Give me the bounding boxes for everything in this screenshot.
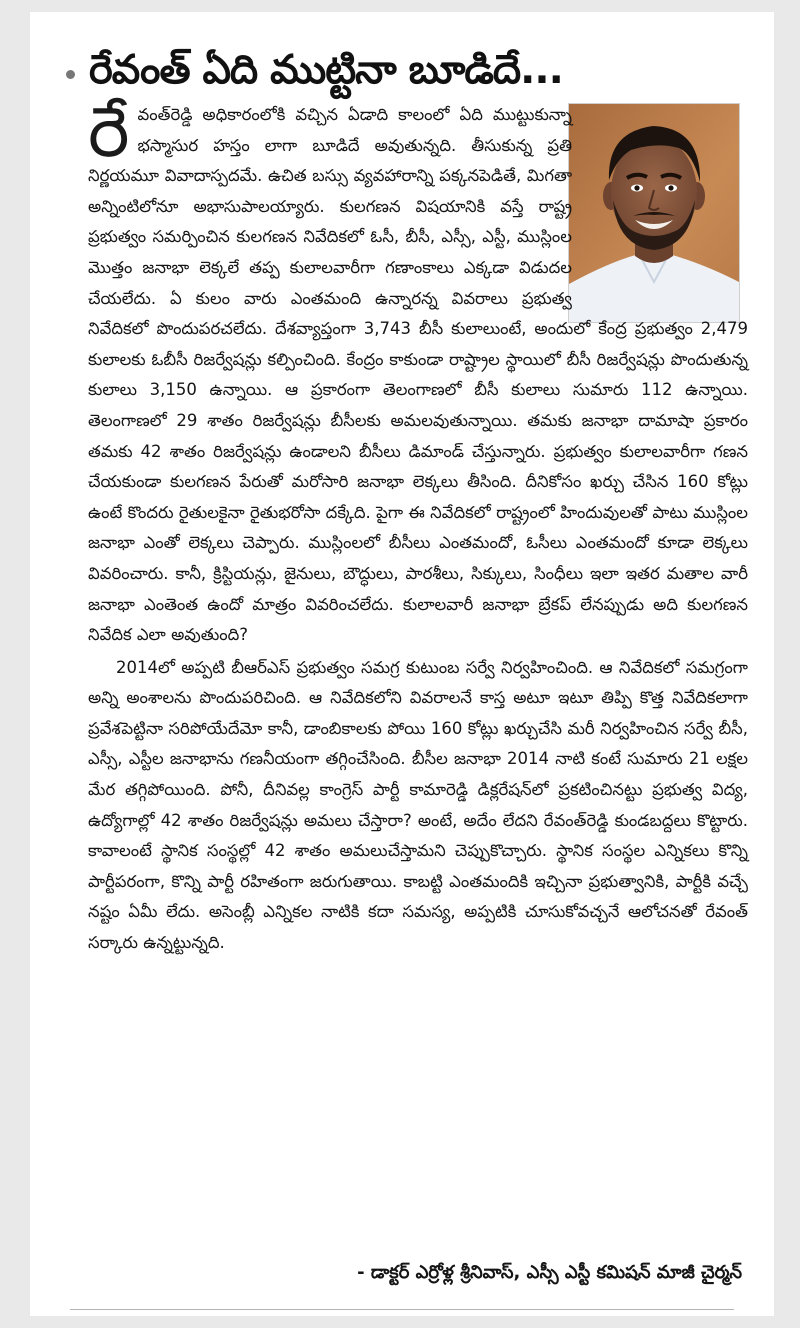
photo-wrap-spacer: [572, 100, 748, 314]
article-body: [88, 91, 748, 959]
headline: [66, 46, 756, 94]
drop-cap: రే: [88, 91, 130, 173]
paragraph-2: 2014లో అప్పటి బీఆర్ఎస్ ప్రభుత్వం సమగ్ర కుటుంబ సర్వే నిర్వహించింది. ఆ నివేదికలో సమగ్రంగా అన్ని అంశాలను పొందుపరిచింది. ఆ నివేదికలోని వివరాలనే కాస్త అటూ ఇటూ తిప్పి కొత్త నివేదికలాగా ప్రవేశపెట్టినా సరిపోయేదేమో కానీ, డాంబికాలకు పోయి 160 కోట్లు ఖర్చుచేసి మరీ నిర్వహించిన సర్వే బీసీ, ఎస్సీ, ఎస్టీల జనాభాను గణనీయంగా తగ్గించేసింది. బీసీల జనాభా 2014 నాటి కంటే సుమారు 21 లక్షల మేర తగ్గిపోయింది. పోనీ, దీనివల్ల కాంగ్రెస్ పార్టీ కామారెడ్డి డిక్లరేషన్‌లో ప్రకటించినట్టు ప్రభుత్వ విద్య, ఉద్యోగాల్లో 42 శాతం రిజర్వేషన్లు అమలు చేస్తారా? అంటే, అదేం లేదని రేవంత్‌రెడ్డి కుండబద్దలు కొట్టారు. కావాలంటే స్థానిక సంస్థల్లో 42 శాతం అమలుచేస్తామని చెప్పుకొచ్చారు. స్థానిక సంస్థల ఎన్నికలు కొన్ని పార్టీపరంగా, కొన్ని పార్టీ రహితంగా జరుగుతాయి. కాబట్టి ఎంతమందికి ఇచ్చినా ప్రభుత్వానికి, పార్టీకి వచ్చే నష్టం ఏమీ లేదు. అసెంబ్లీ ఎన్నికల నాటికి కదా సమస్య, అప్పటికి చూసుకోవచ్చనే ఆలోచనతో రేవంత్ సర్కారు ఉన్నట్టున్నది.: [88, 657, 748, 953]
bullet-dot-icon: [66, 70, 75, 79]
paragraph-1-text: వంత్‌రెడ్డి అధికారంలోకి వచ్చిన ఏడాది కాలంలో ఏది ముట్టుకున్నా భస్మాసుర హస్తం లాగా బూడిదే అవుతున్నది. తీసుకున్న ప్రతి నిర్ణయమూ వివాదాస్పదమే. ఉచిత బస్సు వ్యవహారాన్ని పక్కనపెడితే, మిగతా అన్నింటిలోనూ అభాసుపాలయ్యారు. కులగణన విషయానికి వస్తే రాష్ట్ర ప్రభుత్వం సమర్పించిన కులగణన నివేదికలో ఓసీ, బీసీ, ఎస్సీ, ఎస్టీ, ముస్లింల మొత్తం జనాభా లెక్కలే తప్ప కులాలవారీగా గణాంకాలు ఎక్కడా విడుదల చేయలేదు. ఏ కులం వారు ఎంతమంది ఉన్నారన్న వివరాలు ప్రభుత్వ నివేదికలో పొందుపరచలేదు. దేశవ్యాప్తంగా 3,743 బీసీ కులాలుంటే, అందులో కేంద్ర ప్రభుత్వం 2,479 కులాలకు ఓబీసీ రిజర్వేషన్లు కల్పించింది. కేంద్రం కాకుండా రాష్ట్రాల స్థాయిలో బీసీ రిజర్వేషన్లు పొందుతున్న కులాలు 3,150 ఉన్నాయి. ఆ ప్రకారంగా తెలంగాణలో బీసీ కులాలు సుమారు 112 ఉన్నాయి. తెలంగాణలో 29 శాతం రిజర్వేషన్లు బీసీలకు అమలవుతున్నాయి. తమకు జనాభా దామాషా ప్రకారం తమకు 42 శాతం రిజర్వేషన్లు ఉండాలని బీసీలు డిమాండ్ చేస్తున్నారు. ప్రభుత్వం కులాలవారీగా గణన చేయకుండా కులగణన పేరుతో మరోసారి జనాభా లెక్కలు తీసింది. దీనికోసం ఖర్చు చేసిన 160 కోట్లు ఉంటే కొందరు రైతులకైనా రైతుభరోసా దక్కేది. పైగా ఈ నివేదికలో రాష్ట్రంలో హిందువులతో పాటు ముస్లింల జనాభా ఎంతో లెక్కలు చెప్పారు. ముస్లింలలో బీసీలు ఎంతమందో, ఓసీలు ఎంతమందో కూడా లెక్కలు వివరించారు. కానీ, క్రిస్టియన్లు, జైనులు, బౌద్ధులు, పారశీలు, సిక్కులు, సింధీలు ఇలా ఇతర మతాల వారీ జనాభా ఎంతెంత ఉందో మాత్రం వివరించలేదు. కులాలవారీ జనాభా బ్రేకప్ లేనప్పుడు అది కులగణన నివేదిక ఎలా అవుతుంది?: [88, 105, 748, 645]
headline-text: రేవంత్ ఏది ముట్టినా బూడిదే...: [89, 47, 563, 93]
author-byline: - డాక్టర్ ఎర్రోళ్ల శ్రీనివాస్, ఎస్సీ ఎస్టీ కమిషన్ మాజీ చైర్మన్: [357, 1262, 742, 1283]
bottom-divider: [70, 1309, 734, 1310]
article-page: [30, 12, 774, 1316]
